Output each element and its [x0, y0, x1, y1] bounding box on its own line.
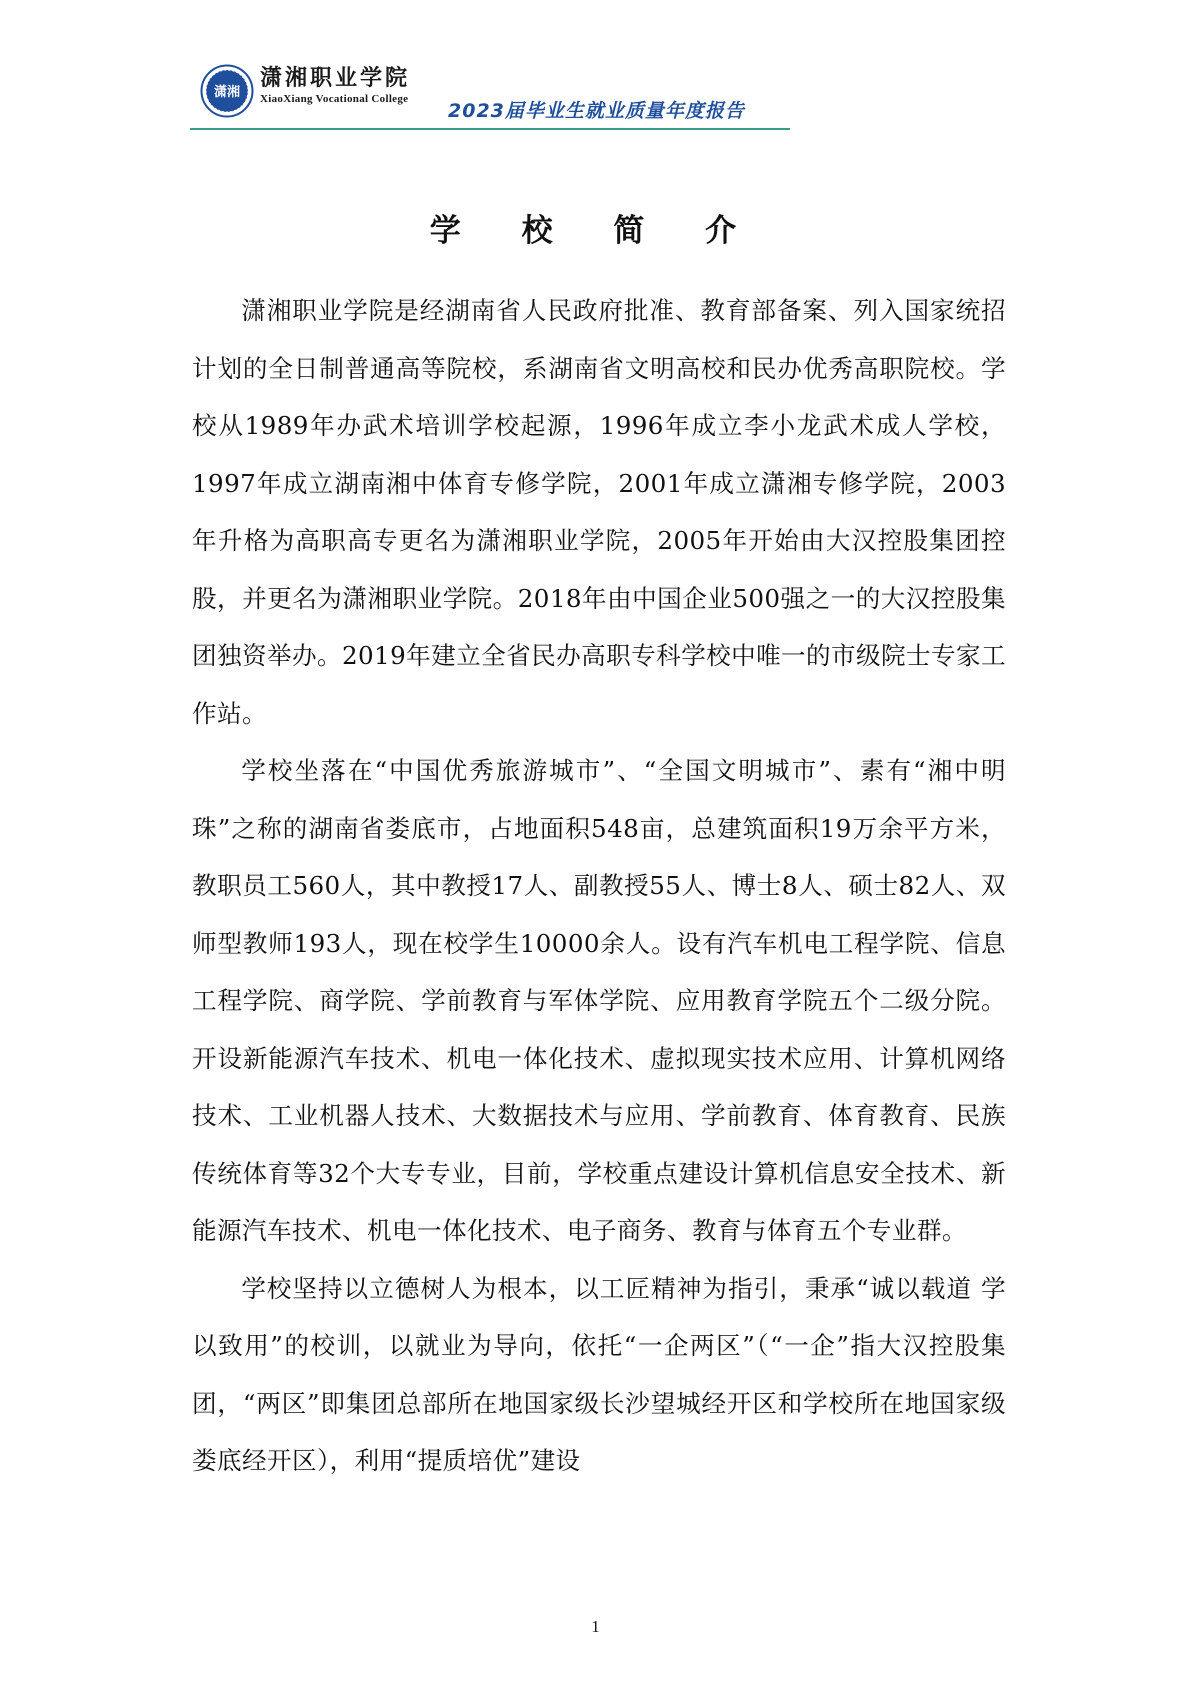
paragraph: 学校坚持以立德树人为根本，以工匠精神为指引，秉承“诚以载道 学以致用”的校训，以就业为导向，依托“一企两区”（“一企”指大汉控股集团，“两区”即集团总部所在地国家级长沙望城经开区和学校所在地国家级娄底经开区），利用“提质培优”建设 [192, 1273, 1006, 1475]
brand [260, 65, 410, 105]
page-number: 1 [591, 1617, 600, 1636]
page-header [190, 58, 790, 138]
paragraph: 潇湘职业学院是经湖南省人民政府批准、教育部备案、列入国家统招计划的全日制普通高等院校，系湖南省文明高校和民办优秀高职院校。学校从1989年办武术培训学校起源，1996年成立李小龙武术成人学校，1997年成立湖南湘中体育专修学院，2001年成立潇湘专修学院，2003年升格为高职高专更名为潇湘职业学院，2005年开始由大汉控股集团控股，并更名为潇湘职业学院。2018年由中国企业500强之一的大汉控股集团独资举办。2019年建立全省民办高职专科学校中唯一的市级院士专家工作站。 [192, 296, 1007, 728]
report-title: 2023届毕业生就业质量年度报告 [448, 100, 745, 122]
college-seal-icon [200, 64, 254, 118]
school-name-en: XiaoXiang Vocational College [260, 93, 409, 105]
body-text [192, 282, 1006, 1490]
school-name-cn: 潇湘职业学院 [260, 65, 411, 91]
section-title: 学 校 简 介 [429, 213, 762, 249]
logo-text: 潇湘 [213, 85, 241, 100]
header-rule [190, 128, 790, 130]
paragraph: 学校坐落在“中国优秀旅游城市”、“全国文明城市”、素有“湘中明珠”之称的湖南省娄底市，占地面积548亩，总建筑面积19万余平方米，教职员工560人，其中教授17人、副教授55人、博士8人、硕士82人、双师型教师193人，现在校学生10000余人。设有汽车机电工程学院、信息工程学院、商学院、学前教育与军体学院、应用教育学院五个二级分院。开设新能源汽车技术、机电一体化技术、虚拟现实技术应用、计算机网络技术、工业机器人技术、大数据技术与应用、学前教育、体育教育、民族传统体育等32个大专专业，目前，学校重点建设计算机信息安全技术、新能源汽车技术、机电一体化技术、电子商务、教育与体育五个专业群。 [192, 756, 1006, 1245]
